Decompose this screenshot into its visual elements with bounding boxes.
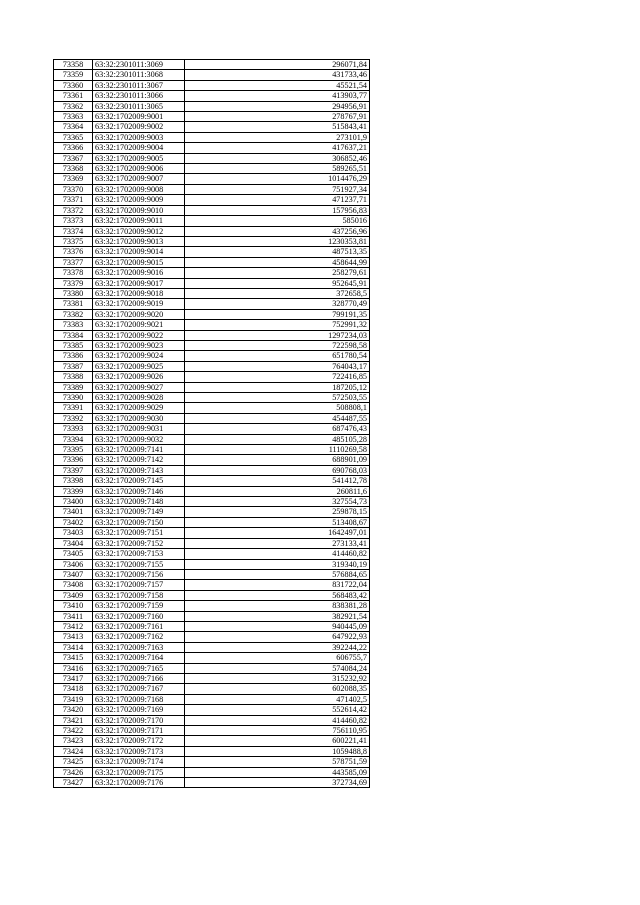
row-number-cell: 73415 bbox=[54, 653, 93, 663]
table-row bbox=[54, 132, 370, 142]
cadastral-number-cell: 63:32:1702009:7151 bbox=[93, 528, 185, 538]
cadastral-number-cell: 63:32:1702009:9020 bbox=[93, 309, 185, 319]
row-number-cell: 73402 bbox=[54, 517, 93, 527]
cadastral-number-cell: 63:32:1702009:7153 bbox=[93, 549, 185, 559]
row-number-cell: 73361 bbox=[54, 91, 93, 101]
cadastral-number-cell: 63:32:1702009:7164 bbox=[93, 653, 185, 663]
cadastral-number-cell: 63:32:1702009:7168 bbox=[93, 694, 185, 704]
table-row bbox=[54, 340, 370, 350]
row-number-cell: 73378 bbox=[54, 268, 93, 278]
cadastral-value-cell: 327554,73 bbox=[185, 497, 370, 507]
cadastral-value-cell: 1230353,81 bbox=[185, 236, 370, 246]
table-row bbox=[54, 226, 370, 236]
row-number-cell: 73368 bbox=[54, 164, 93, 174]
cadastral-number-cell: 63:32:1702009:9018 bbox=[93, 288, 185, 298]
row-number-cell: 73391 bbox=[54, 403, 93, 413]
table-row bbox=[54, 767, 370, 777]
table-row bbox=[54, 247, 370, 257]
table-row bbox=[54, 257, 370, 267]
cadastral-value-cell: 541412,78 bbox=[185, 476, 370, 486]
row-number-cell: 73404 bbox=[54, 538, 93, 548]
table-row bbox=[54, 694, 370, 704]
row-number-cell: 73388 bbox=[54, 372, 93, 382]
table-row bbox=[54, 299, 370, 309]
cadastral-number-cell: 63:32:1702009:7141 bbox=[93, 445, 185, 455]
cadastral-number-cell: 63:32:1702009:7159 bbox=[93, 601, 185, 611]
cadastral-value-cell: 600221,41 bbox=[185, 736, 370, 746]
row-number-cell: 73408 bbox=[54, 580, 93, 590]
cadastral-number-cell: 63:32:1702009:9003 bbox=[93, 132, 185, 142]
table-row bbox=[54, 538, 370, 548]
cadastral-value-cell: 485105,28 bbox=[185, 434, 370, 444]
cadastral-value-cell: 294956,91 bbox=[185, 101, 370, 111]
row-number-cell: 73390 bbox=[54, 393, 93, 403]
cadastral-value-cell: 838381,28 bbox=[185, 601, 370, 611]
table-row bbox=[54, 590, 370, 600]
cadastral-value-cell: 756110,95 bbox=[185, 726, 370, 736]
row-number-cell: 73395 bbox=[54, 445, 93, 455]
table-row bbox=[54, 153, 370, 163]
table-row bbox=[54, 278, 370, 288]
row-number-cell: 73427 bbox=[54, 778, 93, 788]
cadastral-value-cell: 392244,22 bbox=[185, 642, 370, 652]
cadastral-value-cell: 1642497,01 bbox=[185, 528, 370, 538]
cadastral-number-cell: 63:32:1702009:7175 bbox=[93, 767, 185, 777]
table-row bbox=[54, 372, 370, 382]
cadastral-value-cell: 417637,21 bbox=[185, 143, 370, 153]
table-row bbox=[54, 726, 370, 736]
cadastral-number-cell: 63:32:1702009:9012 bbox=[93, 226, 185, 236]
table-row bbox=[54, 434, 370, 444]
row-number-cell: 73371 bbox=[54, 195, 93, 205]
cadastral-number-cell: 63:32:1702009:9014 bbox=[93, 247, 185, 257]
table-row bbox=[54, 549, 370, 559]
table-row bbox=[54, 476, 370, 486]
row-number-cell: 73367 bbox=[54, 153, 93, 163]
row-number-cell: 73407 bbox=[54, 569, 93, 579]
table-row bbox=[54, 517, 370, 527]
row-number-cell: 73365 bbox=[54, 132, 93, 142]
row-number-cell: 73426 bbox=[54, 767, 93, 777]
row-number-cell: 73386 bbox=[54, 351, 93, 361]
row-number-cell: 73420 bbox=[54, 705, 93, 715]
cadastral-number-cell: 63:32:1702009:9023 bbox=[93, 340, 185, 350]
row-number-cell: 73362 bbox=[54, 101, 93, 111]
table-row bbox=[54, 486, 370, 496]
cadastral-value-cell: 260811,6 bbox=[185, 486, 370, 496]
row-number-cell: 73384 bbox=[54, 330, 93, 340]
table-row bbox=[54, 309, 370, 319]
row-number-cell: 73366 bbox=[54, 143, 93, 153]
cadastral-number-cell: 63:32:1702009:9013 bbox=[93, 236, 185, 246]
table-row bbox=[54, 684, 370, 694]
cadastral-value-cell: 187205,12 bbox=[185, 382, 370, 392]
cadastral-value-cell: 306852,46 bbox=[185, 153, 370, 163]
row-number-cell: 73410 bbox=[54, 601, 93, 611]
row-number-cell: 73363 bbox=[54, 112, 93, 122]
cadastral-number-cell: 63:32:1702009:7152 bbox=[93, 538, 185, 548]
row-number-cell: 73372 bbox=[54, 205, 93, 215]
cadastral-value-cell: 273133,41 bbox=[185, 538, 370, 548]
cadastral-number-cell: 63:32:1702009:9004 bbox=[93, 143, 185, 153]
cadastral-value-cell: 578751,59 bbox=[185, 757, 370, 767]
table-row bbox=[54, 361, 370, 371]
cadastral-value-cell: 45521,54 bbox=[185, 80, 370, 90]
cadastral-value-cell: 372734,69 bbox=[185, 778, 370, 788]
cadastral-value-cell: 687476,43 bbox=[185, 424, 370, 434]
cadastral-number-cell: 63:32:1702009:9005 bbox=[93, 153, 185, 163]
row-number-cell: 73419 bbox=[54, 694, 93, 704]
cadastral-number-cell: 63:32:1702009:9011 bbox=[93, 216, 185, 226]
table-row bbox=[54, 91, 370, 101]
table-row bbox=[54, 143, 370, 153]
cadastral-value-cell: 328770,49 bbox=[185, 299, 370, 309]
table-row bbox=[54, 184, 370, 194]
table-row bbox=[54, 611, 370, 621]
cadastral-number-cell: 63:32:1702009:7170 bbox=[93, 715, 185, 725]
cadastral-value-cell: 602088,35 bbox=[185, 684, 370, 694]
cadastral-number-cell: 63:32:1702009:9019 bbox=[93, 299, 185, 309]
cadastral-number-cell: 63:32:1702009:9006 bbox=[93, 164, 185, 174]
cadastral-number-cell: 63:32:1702009:9008 bbox=[93, 184, 185, 194]
row-number-cell: 73412 bbox=[54, 621, 93, 631]
cadastral-value-cell: 443585,09 bbox=[185, 767, 370, 777]
table-row bbox=[54, 632, 370, 642]
cadastral-value-cell: 1059488,8 bbox=[185, 746, 370, 756]
cadastral-value-cell: 414460,82 bbox=[185, 549, 370, 559]
cadastral-value-cell: 952645,91 bbox=[185, 278, 370, 288]
row-number-cell: 73370 bbox=[54, 184, 93, 194]
table-row bbox=[54, 642, 370, 652]
cadastral-value-cell: 259878,15 bbox=[185, 507, 370, 517]
cadastral-number-cell: 63:32:1702009:9021 bbox=[93, 320, 185, 330]
cadastral-value-cell: 722598,58 bbox=[185, 340, 370, 350]
cadastral-number-cell: 63:32:1702009:9027 bbox=[93, 382, 185, 392]
row-number-cell: 73376 bbox=[54, 247, 93, 257]
row-number-cell: 73423 bbox=[54, 736, 93, 746]
cadastral-value-cell: 1014476,29 bbox=[185, 174, 370, 184]
table-row bbox=[54, 757, 370, 767]
table-row bbox=[54, 164, 370, 174]
cadastral-value-cell: 722416,85 bbox=[185, 372, 370, 382]
cadastral-value-cell: 751927,34 bbox=[185, 184, 370, 194]
cadastral-number-cell: 63:32:1702009:7160 bbox=[93, 611, 185, 621]
table-row bbox=[54, 112, 370, 122]
table-row bbox=[54, 60, 370, 70]
cadastral-number-cell: 63:32:1702009:7150 bbox=[93, 517, 185, 527]
table-row bbox=[54, 70, 370, 80]
row-number-cell: 73393 bbox=[54, 424, 93, 434]
row-number-cell: 73359 bbox=[54, 70, 93, 80]
cadastral-value-cell: 454487,55 bbox=[185, 413, 370, 423]
table-row bbox=[54, 424, 370, 434]
cadastral-number-cell: 63:32:1702009:7142 bbox=[93, 455, 185, 465]
cadastral-value-cell: 273101,9 bbox=[185, 132, 370, 142]
row-number-cell: 73424 bbox=[54, 746, 93, 756]
row-number-cell: 73411 bbox=[54, 611, 93, 621]
cadastral-number-cell: 63:32:2301011:3068 bbox=[93, 70, 185, 80]
row-number-cell: 73389 bbox=[54, 382, 93, 392]
row-number-cell: 73375 bbox=[54, 236, 93, 246]
cadastral-number-cell: 63:32:1702009:7157 bbox=[93, 580, 185, 590]
cadastral-number-cell: 63:32:1702009:7163 bbox=[93, 642, 185, 652]
table-row bbox=[54, 746, 370, 756]
cadastral-number-cell: 63:32:1702009:7146 bbox=[93, 486, 185, 496]
table-row bbox=[54, 445, 370, 455]
cadastral-value-cell: 651780,54 bbox=[185, 351, 370, 361]
cadastral-number-cell: 63:32:1702009:9007 bbox=[93, 174, 185, 184]
row-number-cell: 73416 bbox=[54, 663, 93, 673]
cadastral-number-cell: 63:32:1702009:9026 bbox=[93, 372, 185, 382]
table-row bbox=[54, 195, 370, 205]
cadastral-number-cell: 63:32:1702009:9015 bbox=[93, 257, 185, 267]
table-row bbox=[54, 715, 370, 725]
cadastral-number-cell: 63:32:1702009:7169 bbox=[93, 705, 185, 715]
row-number-cell: 73374 bbox=[54, 226, 93, 236]
table-row bbox=[54, 174, 370, 184]
table-row bbox=[54, 236, 370, 246]
row-number-cell: 73403 bbox=[54, 528, 93, 538]
row-number-cell: 73414 bbox=[54, 642, 93, 652]
row-number-cell: 73377 bbox=[54, 257, 93, 267]
table-row bbox=[54, 403, 370, 413]
cadastral-number-cell: 63:32:2301011:3066 bbox=[93, 91, 185, 101]
table-row bbox=[54, 580, 370, 590]
row-number-cell: 73405 bbox=[54, 549, 93, 559]
cadastral-number-cell: 63:32:1702009:7176 bbox=[93, 778, 185, 788]
row-number-cell: 73394 bbox=[54, 434, 93, 444]
row-number-cell: 73418 bbox=[54, 684, 93, 694]
table-row bbox=[54, 465, 370, 475]
cadastral-number-cell: 63:32:1702009:7166 bbox=[93, 673, 185, 683]
cadastral-value-cell: 315232,92 bbox=[185, 673, 370, 683]
row-number-cell: 73406 bbox=[54, 559, 93, 569]
table-row bbox=[54, 382, 370, 392]
row-number-cell: 73360 bbox=[54, 80, 93, 90]
table-row bbox=[54, 330, 370, 340]
cadastral-number-cell: 63:32:1702009:7156 bbox=[93, 569, 185, 579]
cadastral-number-cell: 63:32:1702009:7161 bbox=[93, 621, 185, 631]
cadastral-value-cell: 574084,24 bbox=[185, 663, 370, 673]
row-number-cell: 73398 bbox=[54, 476, 93, 486]
table-row bbox=[54, 455, 370, 465]
cadastral-number-cell: 63:32:1702009:7173 bbox=[93, 746, 185, 756]
row-number-cell: 73373 bbox=[54, 216, 93, 226]
cadastral-number-cell: 63:32:1702009:7174 bbox=[93, 757, 185, 767]
cadastral-value-cell: 296071,84 bbox=[185, 60, 370, 70]
cadastral-value-cell: 831722,04 bbox=[185, 580, 370, 590]
table-row bbox=[54, 351, 370, 361]
cadastral-value-cell: 1297234,03 bbox=[185, 330, 370, 340]
row-number-cell: 73397 bbox=[54, 465, 93, 475]
table-row bbox=[54, 736, 370, 746]
table-body bbox=[54, 60, 370, 788]
cadastral-number-cell: 63:32:1702009:9030 bbox=[93, 413, 185, 423]
table-row bbox=[54, 663, 370, 673]
row-number-cell: 73425 bbox=[54, 757, 93, 767]
cadastral-value-cell: 576884,65 bbox=[185, 569, 370, 579]
table-row bbox=[54, 673, 370, 683]
table-row bbox=[54, 569, 370, 579]
cadastral-number-cell: 63:32:1702009:7162 bbox=[93, 632, 185, 642]
table-row bbox=[54, 559, 370, 569]
cadastral-number-cell: 63:32:1702009:7171 bbox=[93, 726, 185, 736]
table-row bbox=[54, 778, 370, 788]
cadastral-number-cell: 63:32:2301011:3069 bbox=[93, 60, 185, 70]
cadastral-value-cell: 372658,5 bbox=[185, 288, 370, 298]
cadastral-value-cell: 319340,19 bbox=[185, 559, 370, 569]
cadastral-value-cell: 437256,96 bbox=[185, 226, 370, 236]
row-number-cell: 73422 bbox=[54, 726, 93, 736]
table-row bbox=[54, 507, 370, 517]
table-row bbox=[54, 205, 370, 215]
cadastral-number-cell: 63:32:1702009:9010 bbox=[93, 205, 185, 215]
cadastral-number-cell: 63:32:1702009:7167 bbox=[93, 684, 185, 694]
cadastral-value-cell: 278767,91 bbox=[185, 112, 370, 122]
cadastral-value-cell: 258279,61 bbox=[185, 268, 370, 278]
cadastral-number-cell: 63:32:1702009:7165 bbox=[93, 663, 185, 673]
cadastral-number-cell: 63:32:1702009:9031 bbox=[93, 424, 185, 434]
row-number-cell: 73380 bbox=[54, 288, 93, 298]
table-row bbox=[54, 528, 370, 538]
row-number-cell: 73401 bbox=[54, 507, 93, 517]
cadastral-number-cell: 63:32:1702009:7155 bbox=[93, 559, 185, 569]
table-row bbox=[54, 653, 370, 663]
cadastral-number-cell: 63:32:1702009:7149 bbox=[93, 507, 185, 517]
table-row bbox=[54, 601, 370, 611]
cadastral-value-cell: 752991,32 bbox=[185, 320, 370, 330]
table-row bbox=[54, 320, 370, 330]
row-number-cell: 73392 bbox=[54, 413, 93, 423]
table-row bbox=[54, 705, 370, 715]
cadastral-number-cell: 63:32:2301011:3067 bbox=[93, 80, 185, 90]
cadastral-value-cell: 471402,5 bbox=[185, 694, 370, 704]
cadastral-value-cell: 431733,46 bbox=[185, 70, 370, 80]
cadastral-value-cell: 606755,7 bbox=[185, 653, 370, 663]
cadastral-number-cell: 63:32:1702009:9001 bbox=[93, 112, 185, 122]
cadastral-value-cell: 568483,42 bbox=[185, 590, 370, 600]
row-number-cell: 73399 bbox=[54, 486, 93, 496]
cadastral-value-cell: 513408,67 bbox=[185, 517, 370, 527]
cadastral-value-cell: 458644,99 bbox=[185, 257, 370, 267]
cadastral-value-cell: 515843,41 bbox=[185, 122, 370, 132]
cadastral-number-cell: 63:32:2301011:3065 bbox=[93, 101, 185, 111]
row-number-cell: 73409 bbox=[54, 590, 93, 600]
row-number-cell: 73364 bbox=[54, 122, 93, 132]
cadastral-number-cell: 63:32:1702009:7143 bbox=[93, 465, 185, 475]
cadastral-value-cell: 1110269,58 bbox=[185, 445, 370, 455]
cadastral-value-cell: 487513,35 bbox=[185, 247, 370, 257]
table-row bbox=[54, 216, 370, 226]
row-number-cell: 73382 bbox=[54, 309, 93, 319]
cadastral-value-cell: 572503,55 bbox=[185, 393, 370, 403]
cadastral-value-cell: 940445,09 bbox=[185, 621, 370, 631]
cadastral-number-cell: 63:32:1702009:7145 bbox=[93, 476, 185, 486]
table-row bbox=[54, 413, 370, 423]
cadastral-number-cell: 63:32:1702009:9002 bbox=[93, 122, 185, 132]
cadastral-value-cell: 764043,17 bbox=[185, 361, 370, 371]
cadastral-value-cell: 157956,83 bbox=[185, 205, 370, 215]
cadastral-number-cell: 63:32:1702009:9009 bbox=[93, 195, 185, 205]
cadastral-value-cell: 382921,54 bbox=[185, 611, 370, 621]
cadastral-value-table bbox=[53, 59, 370, 788]
cadastral-value-cell: 471237,71 bbox=[185, 195, 370, 205]
cadastral-value-cell: 508808,1 bbox=[185, 403, 370, 413]
cadastral-number-cell: 63:32:1702009:9025 bbox=[93, 361, 185, 371]
cadastral-number-cell: 63:32:1702009:9016 bbox=[93, 268, 185, 278]
cadastral-number-cell: 63:32:1702009:7172 bbox=[93, 736, 185, 746]
cadastral-value-cell: 690768,03 bbox=[185, 465, 370, 475]
row-number-cell: 73381 bbox=[54, 299, 93, 309]
table-row bbox=[54, 268, 370, 278]
cadastral-value-cell: 585016 bbox=[185, 216, 370, 226]
cadastral-number-cell: 63:32:1702009:9017 bbox=[93, 278, 185, 288]
table-row bbox=[54, 621, 370, 631]
cadastral-value-cell: 799191,35 bbox=[185, 309, 370, 319]
cadastral-number-cell: 63:32:1702009:9022 bbox=[93, 330, 185, 340]
cadastral-value-cell: 688901,09 bbox=[185, 455, 370, 465]
cadastral-value-cell: 589265,51 bbox=[185, 164, 370, 174]
cadastral-value-cell: 414460,82 bbox=[185, 715, 370, 725]
row-number-cell: 73413 bbox=[54, 632, 93, 642]
cadastral-value-cell: 413903,77 bbox=[185, 91, 370, 101]
row-number-cell: 73385 bbox=[54, 340, 93, 350]
cadastral-value-cell: 552614,42 bbox=[185, 705, 370, 715]
row-number-cell: 73400 bbox=[54, 497, 93, 507]
row-number-cell: 73358 bbox=[54, 60, 93, 70]
table-row bbox=[54, 393, 370, 403]
cadastral-number-cell: 63:32:1702009:9032 bbox=[93, 434, 185, 444]
table-row bbox=[54, 497, 370, 507]
table-row bbox=[54, 288, 370, 298]
row-number-cell: 73379 bbox=[54, 278, 93, 288]
row-number-cell: 73421 bbox=[54, 715, 93, 725]
cadastral-value-cell: 647922,93 bbox=[185, 632, 370, 642]
row-number-cell: 73396 bbox=[54, 455, 93, 465]
row-number-cell: 73417 bbox=[54, 673, 93, 683]
table-row bbox=[54, 122, 370, 132]
cadastral-number-cell: 63:32:1702009:9028 bbox=[93, 393, 185, 403]
table-row bbox=[54, 101, 370, 111]
cadastral-number-cell: 63:32:1702009:9024 bbox=[93, 351, 185, 361]
table-row bbox=[54, 80, 370, 90]
cadastral-number-cell: 63:32:1702009:9029 bbox=[93, 403, 185, 413]
row-number-cell: 73383 bbox=[54, 320, 93, 330]
cadastral-number-cell: 63:32:1702009:7148 bbox=[93, 497, 185, 507]
row-number-cell: 73369 bbox=[54, 174, 93, 184]
cadastral-number-cell: 63:32:1702009:7158 bbox=[93, 590, 185, 600]
row-number-cell: 73387 bbox=[54, 361, 93, 371]
